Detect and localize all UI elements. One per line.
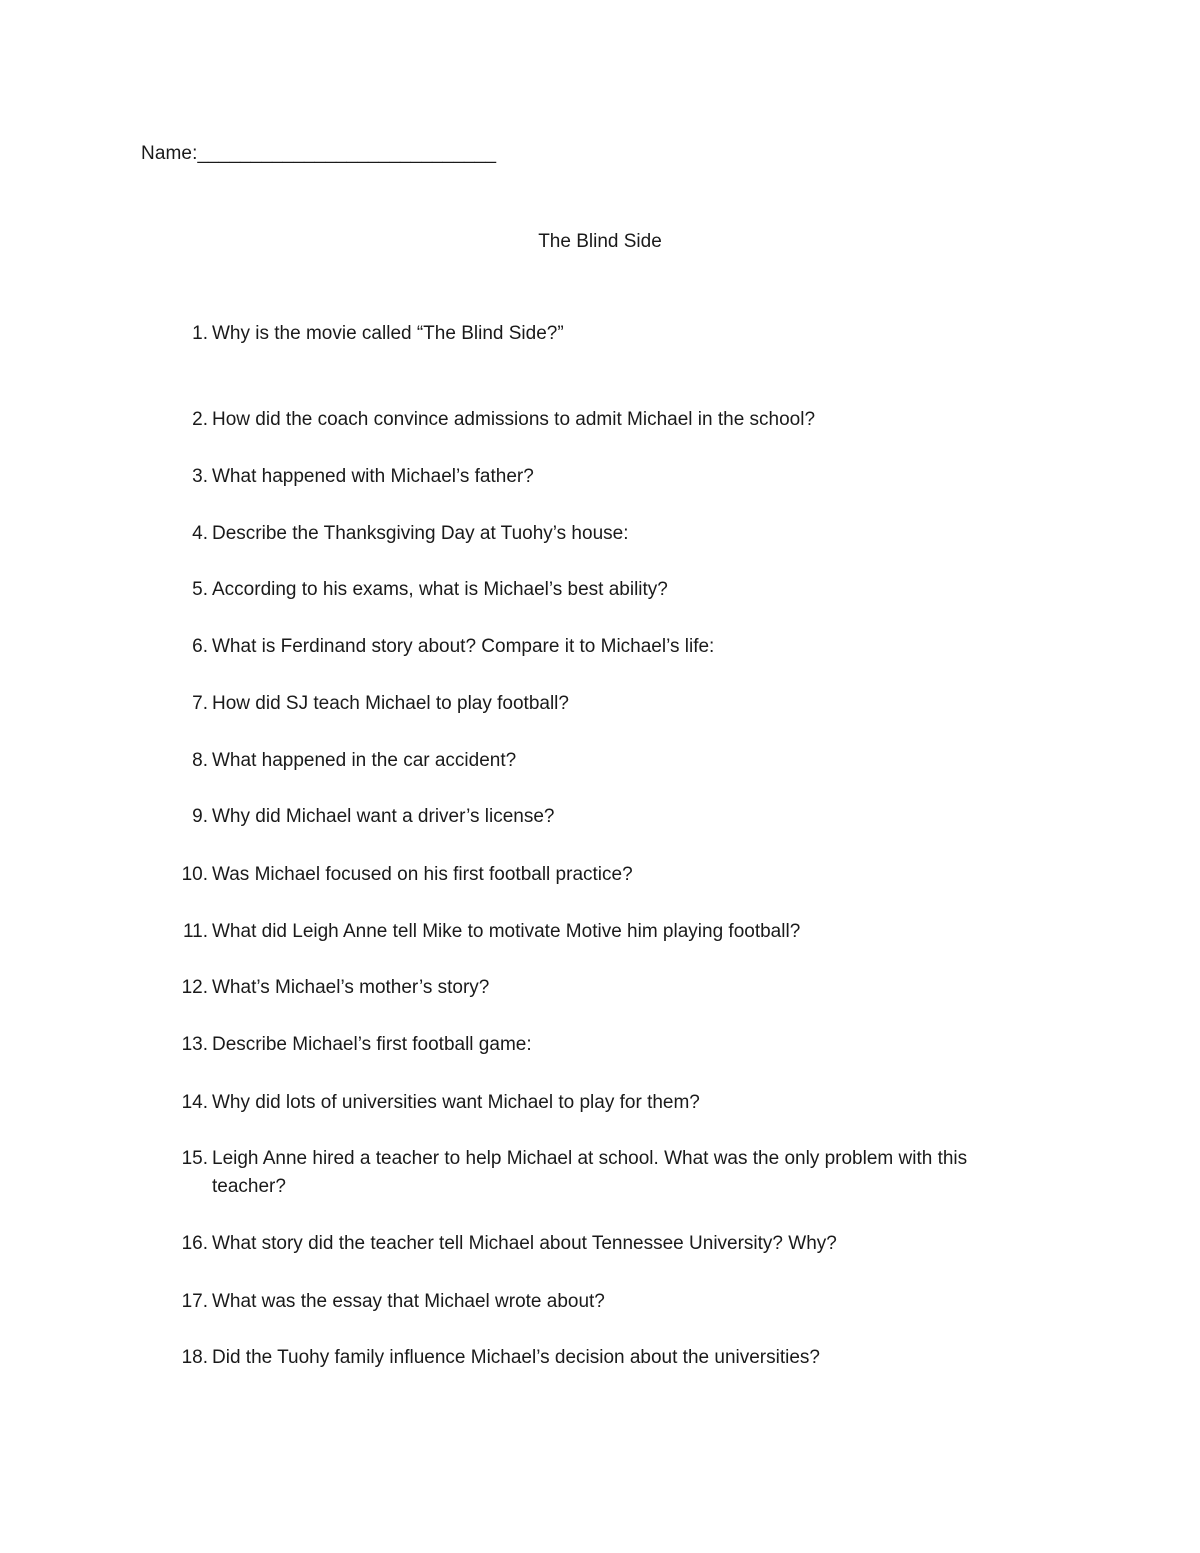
question-text: According to his exams, what is Michael’s best ability? — [212, 579, 668, 600]
question-number: 7. — [192, 693, 208, 714]
question-number: 1. — [192, 323, 208, 344]
name-field-line — [141, 143, 496, 165]
question-item — [172, 747, 1032, 775]
question-item — [172, 861, 1032, 889]
question-number: 17. — [181, 1291, 208, 1312]
question-item — [172, 1089, 1032, 1117]
question-text: What was the essay that Michael wrote about? — [212, 1291, 605, 1312]
question-text: Did the Tuohy family influence Michael’s decision about the universities? — [212, 1347, 820, 1368]
question-text: Leigh Anne hired a teacher to help Michael at school. What was the only problem with this teacher? — [212, 1148, 968, 1197]
name-blank: ____________________________ — [197, 143, 497, 164]
question-text: What’s Michael’s mother’s story? — [212, 977, 490, 998]
question-number: 8. — [192, 750, 208, 771]
question-number: 14. — [181, 1092, 208, 1113]
question-text: Why did Michael want a driver’s license? — [212, 806, 555, 827]
question-number: 9. — [192, 806, 208, 827]
question-text: Was Michael focused on his first football practice? — [212, 864, 633, 885]
question-item — [172, 520, 1032, 548]
question-text: What happened in the car accident? — [212, 750, 517, 771]
question-number: 3. — [192, 466, 208, 487]
name-label: Name: — [141, 143, 198, 164]
question-text: Why did lots of universities want Michael to play for them? — [212, 1092, 700, 1113]
question-text: What is Ferdinand story about? Compare it to Michael’s life: — [212, 636, 715, 657]
question-text: Describe the Thanksgiving Day at Tuohy’s house: — [212, 523, 629, 544]
question-item — [172, 974, 1032, 1002]
question-number: 11. — [182, 921, 208, 942]
question-number: 5. — [192, 579, 208, 600]
question-text: What happened with Michael’s father? — [212, 466, 534, 487]
question-item — [172, 633, 1032, 661]
question-item — [172, 918, 1032, 946]
question-number: 18. — [181, 1347, 208, 1368]
question-number: 10. — [181, 864, 208, 885]
question-number: 6. — [192, 636, 208, 657]
question-item — [172, 1145, 1032, 1201]
question-item — [172, 320, 1032, 348]
question-item — [172, 803, 1032, 831]
question-text: Describe Michael’s first football game: — [212, 1034, 532, 1055]
question-item — [172, 1031, 1032, 1059]
question-number: 2. — [192, 409, 208, 430]
question-number: 15. — [181, 1148, 208, 1169]
question-item — [172, 406, 1032, 434]
question-item — [172, 690, 1032, 718]
question-text: How did SJ teach Michael to play football? — [212, 693, 569, 714]
worksheet-title: The Blind Side — [538, 231, 662, 252]
question-item — [172, 576, 1032, 604]
question-text: How did the coach convince admissions to admit Michael in the school? — [212, 409, 816, 430]
question-item — [172, 1230, 1032, 1258]
question-number: 4. — [192, 523, 208, 544]
question-item — [172, 1344, 1032, 1372]
question-text: What story did the teacher tell Michael about Tennessee University? Why? — [212, 1233, 837, 1254]
question-text: What did Leigh Anne tell Mike to motivate Motive him playing football? — [212, 921, 801, 942]
question-text: Why is the movie called “The Blind Side?” — [212, 323, 564, 344]
question-item — [172, 463, 1032, 491]
question-number: 13. — [181, 1034, 208, 1055]
question-item — [172, 1288, 1032, 1316]
question-number: 12. — [181, 977, 208, 998]
question-number: 16. — [181, 1233, 208, 1254]
